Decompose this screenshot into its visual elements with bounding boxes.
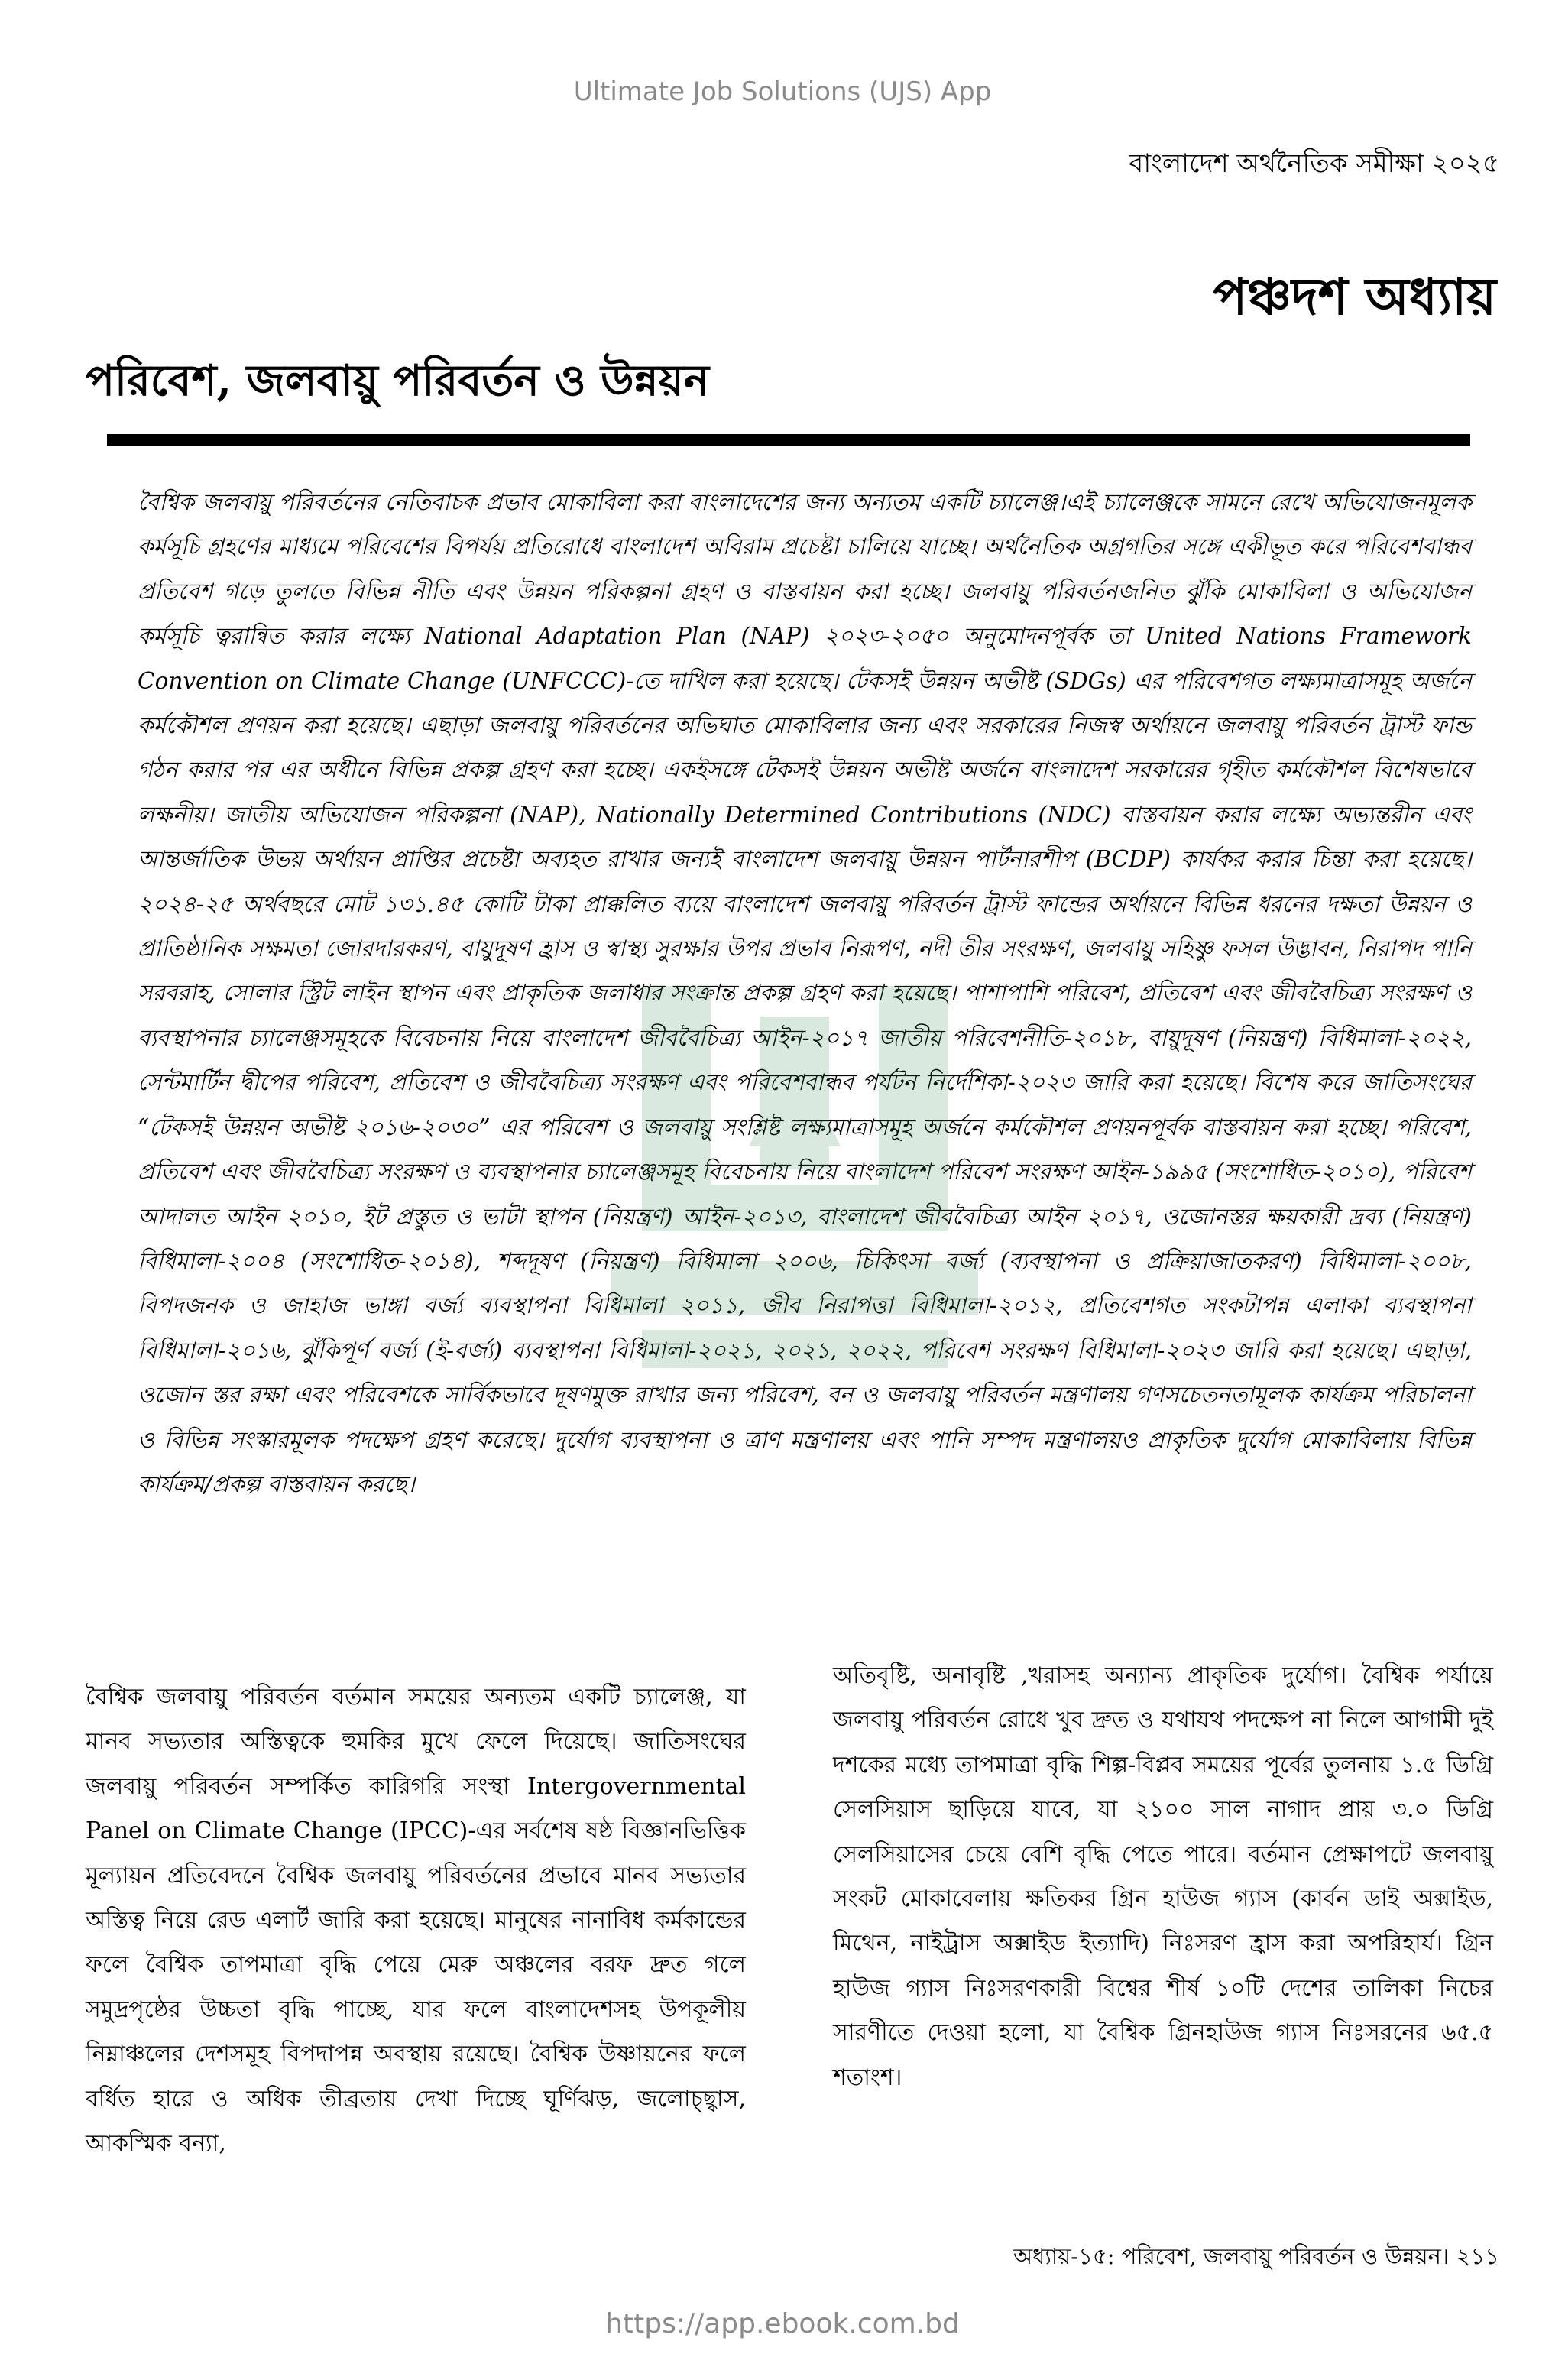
chapter-number: পঞ্চদশ অধ্যায় bbox=[1213, 267, 1496, 326]
app-header: Ultimate Job Solutions (UJS) App bbox=[573, 76, 992, 107]
chapter-title: পরিবেশ, জলবায়ু পরিবর্তন ও উন্নয়ন bbox=[86, 355, 710, 406]
body-left-column: বৈশ্বিক জলবায়ু পরিবর্তন বর্তমান সময়ের অন্যতম একটি চ্যালেঞ্জ, যা মানব সভ্যতার অস্তিত্বকে হুমকির মুখে ফেলে দিয়েছে। জাতিসংঘের জলবায়ু পরিবর্তন সম্পর্কিত কারিগরি সংস্থা Intergovernmental Panel on Climate Change (IPCC)-এর সর্বশেষ ষষ্ঠ বিজ্ঞানভিত্তিক মূল্যায়ন প্রতিবেদনে বৈশ্বিক জলবায়ু পরিবর্তনের প্রভাবে মানব সভ্যতার অস্তিত্ব নিয়ে রেড এলার্ট জারি করা হয়েছে। মানুষের নানাবিধ কর্মকান্ডের ফলে বৈশ্বিক তাপমাত্রা বৃদ্ধি পেয়ে মেরু অঞ্চলের বরফ দ্রুত গলে সমুদ্রপৃষ্ঠের উচ্চতা বৃদ্ধি পাচ্ছে, যার ফলে বাংলাদেশসহ উপকূলীয় নিম্নাঞ্চলের দেশসমূহ বিপদাপন্ন অবস্থায় রয়েছে। বৈশ্বিক উষ্ণায়নের ফলে বর্ধিত হারে ও অধিক তীব্রতায় দেখা দিচ্ছে ঘূর্ণিঝড়, জলোচ্ছ্বাস, আকস্মিক বন্যা, bbox=[86, 1684, 746, 2158]
body-right-column: অতিবৃষ্টি, অনাবৃষ্টি ,খরাসহ অন্যান্য প্রাকৃতিক দুর্যোগ। বৈশ্বিক পর্যায়ে জলবায়ু পরিবর্তন রোধে খুব দ্রুত ও যথাযথ পদক্ষেপ না নিলে আগামী দুই দশকের মধ্যে তাপমাত্রা বৃদ্ধি শিল্প-বিপ্লব সময়ের পূর্বের তুলনায় ১.৫ ডিগ্রি সেলসিয়াস ছাড়িয়ে যাবে, যা ২১০০ সাল নাগাদ প্রায় ৩.০ ডিগ্রি সেলসিয়াসের চেয়ে বেশি বৃদ্ধি পেতে পারে। বর্তমান প্রেক্ষাপটে জলবায়ু সংকট মোকাবেলায় ক্ষতিকর গ্রিন হাউজ গ্যাস (কার্বন ডাই অক্সাইড, মিথেন, নাইট্রাস অক্সাইড ইত্যাদি) নিঃসরণ হ্রাস করা অপরিহার্য। গ্রিন হাউজ গ্যাস নিঃসরণকারী বিশ্বের শীর্ষ ১০টি দেশের তালিকা নিচের সারণীতে দেওয়া হলো, যা বৈশ্বিক গ্রিনহাউজ গ্যাস নিঃসরনের ৬৫.৫ শতাংশ। bbox=[833, 1662, 1493, 2091]
title-rule bbox=[107, 434, 1470, 446]
footer-url: https://app.ebook.com.bd bbox=[605, 2308, 960, 2339]
page-footer-reference: অধ্যায়-১৫: পরিবেশ, জলবায়ু পরিবর্তন ও উন্নয়ন। ২১১ bbox=[1013, 2243, 1499, 2269]
book-title: বাংলাদেশ অর্থনৈতিক সমীক্ষা ২০২৫ bbox=[1129, 148, 1499, 179]
chapter-abstract: বৈশ্বিক জলবায়ু পরিবর্তনের নেতিবাচক প্রভাব মোকাবিলা করা বাংলাদেশের জন্য অন্যতম একটি চ্যালেঞ্জ।এই চ্যালেঞ্জকে সামনে রেখে অভিযোজনমূলক কর্মসূচি গ্রহণের মাধ্যমে পরিবেশের বিপর্যয় প্রতিরোধে বাংলাদেশ অবিরাম প্রচেষ্টা চালিয়ে যাচ্ছে। অর্থনৈতিক অগ্রগতির সঙ্গে একীভূত করে পরিবেশবান্ধব প্রতিবেশ গড়ে তুলতে বিভিন্ন নীতি এবং উন্নয়ন পরিকল্পনা গ্রহণ ও বাস্তবায়ন করা হচ্ছে। জলবায়ু পরিবর্তনজনিত ঝুঁকি মোকাবিলা ও অভিযোজন কর্মসূচি ত্বরান্বিত করার লক্ষ্যে National Adaptation Plan (NAP) ২০২৩-২০৫০ অনুমোদনপূর্বক তা United Nations Framework Convention on Climate Change (UNFCCC)-তে দাখিল করা হয়েছে। টেকসই উন্নয়ন অভীষ্ট (SDGs) এর পরিবেশগত লক্ষ্যমাত্রাসমূহ অর্জনে কর্মকৌশল প্রণয়ন করা হয়েছে। এছাড়া জলবায়ু পরিবর্তনের অভিঘাত মোকাবিলার জন্য এবং সরকারের নিজস্ব অর্থায়নে জলবায়ু পরিবর্তন ট্রাস্ট ফান্ড গঠন করার পর এর অধীনে বিভিন্ন প্রকল্প গ্রহণ করা হচ্ছে। একইসঙ্গে টেকসই উন্নয়ন অভীষ্ট অর্জনে বাংলাদেশ সরকারের গৃহীত কর্মকৌশল বিশেষভাবে লক্ষনীয়। জাতীয় অভিযোজন পরিকল্পনা (NAP), Nationally Determined Contributions (NDC) বাস্তবায়ন করার লক্ষ্যে অভ্যন্তরীন এবং আন্তর্জাতিক উভয় অর্থায়ন প্রাপ্তির প্রচেষ্টা অব্যহত রাখার জন্যই বাংলাদেশ জলবায়ু উন্নয়ন পার্টনারশীপ (BCDP) কার্যকর করার চিন্তা করা হয়েছে। ২০২৪-২৫ অর্থবছরে মোট ১৩১.৪৫ কোটি টাকা প্রাক্কলিত ব্যয়ে বাংলাদেশ জলবায়ু পরিবর্তন ট্রাস্ট ফান্ডের অর্থায়নে বিভিন্ন ধরনের দক্ষতা উন্নয়ন ও প্রাতিষ্ঠানিক সক্ষমতা জোরদারকরণ, বায়ুদূষণ হ্রাস ও স্বাস্থ্য সুরক্ষার উপর প্রভাব নিরূপণ, নদী তীর সংরক্ষণ, জলবায়ু সহিষ্ণু ফসল উদ্ভাবন, নিরাপদ পানি সরবরাহ, সোলার স্ট্রিট লাইন স্থাপন এবং প্রাকৃতিক জলাধার সংক্রান্ত প্রকল্প গ্রহণ করা হয়েছে। পাশাপাশি পরিবেশ, প্রতিবেশ এবং জীববৈচিত্র্য সংরক্ষণ ও ব্যবস্থাপনার চ্যালেঞ্জসমূহকে বিবেচনায় নিয়ে বাংলাদেশ জীববৈচিত্র্য আইন-২০১৭ জাতীয় পরিবেশনীতি-২০১৮, বায়ুদূষণ (নিয়ন্ত্রণ) বিধিমালা-২০২২, সেন্টমার্টিন দ্বীপের পরিবেশ, প্রতিবেশ ও জীববৈচিত্র্য সংরক্ষণ এবং পরিবেশবান্ধব পর্যটন নির্দেশিকা-২০২৩ জারি করা হয়েছে। বিশেষ করে জাতিসংঘের “টেকসই উন্নয়ন অভীষ্ট ২০১৬-২০৩০” এর পরিবেশ ও জলবায়ু সংশ্লিষ্ট লক্ষ্যমাত্রাসমূহ অর্জনে কর্মকৌশল প্রণয়নপূর্বক বাস্তবায়ন করা হচ্ছে। পরিবেশ, প্রতিবেশ এবং জীববৈচিত্র্য সংরক্ষণ ও ব্যবস্থাপনার চ্যালেঞ্জসমূহ বিবেচনায় নিয়ে বাংলাদেশ পরিবেশ সংরক্ষণ আইন-১৯৯৫ (সংশোধিত-২০১০), পরিবেশ আদালত আইন ২০১০, ইট প্রস্তুত ও ভাটা স্থাপন (নিয়ন্ত্রণ) আইন-২০১৩, বাংলাদেশ জীববৈচিত্র্য আইন ২০১৭, ওজোনস্তর ক্ষয়কারী দ্রব্য (নিয়ন্ত্রণ) বিধিমালা-২০০৪ (সংশোধিত-২০১৪), শব্দদূষণ (নিয়ন্ত্রণ) বিধিমালা ২০০৬, চিকিৎসা বর্জ্য (ব্যবস্থাপনা ও প্রক্রিয়াজাতকরণ) বিধিমালা-২০০৮, বিপদজনক ও জাহাজ ভাঙ্গা বর্জ্য ব্যবস্থাপনা বিধিমালা ২০১১, জীব নিরাপত্তা বিধিমালা-২০১২, প্রতিবেশগত সংকটাপন্ন এলাকা ব্যবস্থাপনা বিধিমালা-২০১৬, ঝুঁকিপূর্ণ বর্জ্য (ই-বর্জ্য) ব্যবস্থাপনা বিধিমালা-২০২১, ২০২১, ২০২২, পরিবেশ সংরক্ষণ বিধিমালা-২০২৩ জারি করা হয়েছে। এছাড়া, ওজোন স্তর রক্ষা এবং পরিবেশকে সার্বিকভাবে দূষণমুক্ত রাখার জন্য পরিবেশ, বন ও জলবায়ু পরিবর্তন মন্ত্রণালয় গণসচেতনতামূলক কার্যক্রম পরিচালনা ও বিভিন্ন সংস্কারমূলক পদক্ষেপ গ্রহণ করেছে। দুর্যোগ ব্যবস্থাপনা ও ত্রাণ মন্ত্রণালয় এবং পানি সম্পদ মন্ত্রণালয়ও প্রাকৃতিক দুর্যোগ মোকাবিলায় বিভিন্ন কার্যক্রম/প্রকল্প বাস্তবায়ন করছে। bbox=[138, 489, 1472, 1497]
